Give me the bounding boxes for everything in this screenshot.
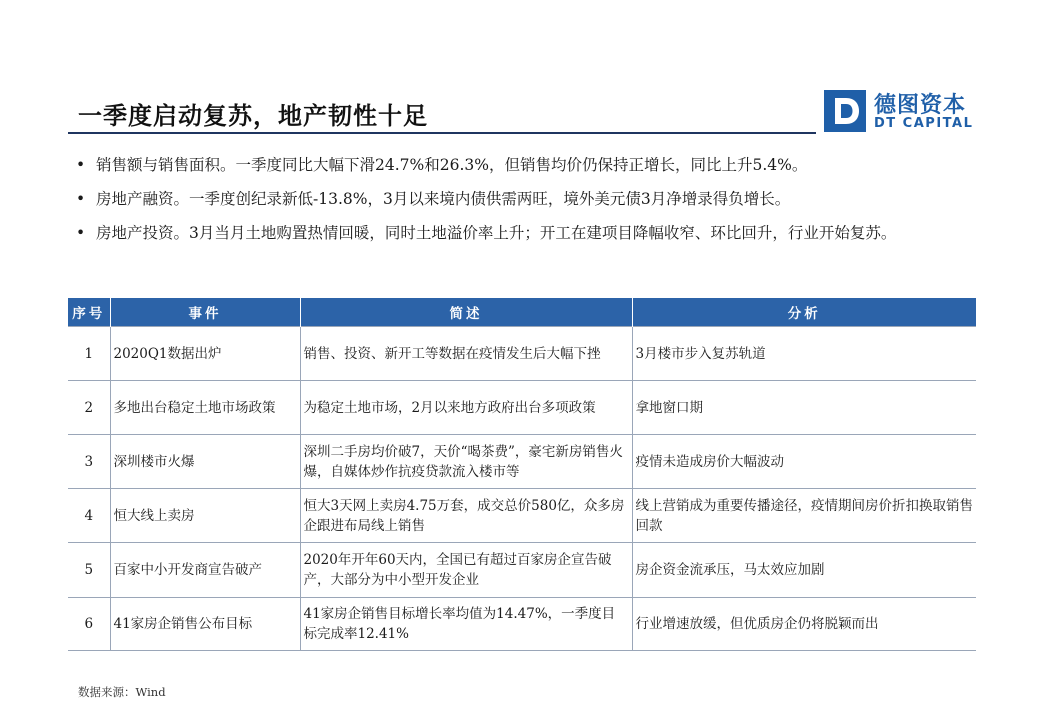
cell-no: 3 <box>68 435 110 489</box>
cell-no: 2 <box>68 381 110 435</box>
bullet-text: 销售额与销售面积。一季度同比大幅下滑24.7%和26.3%，但销售均价仍保持正增长，同比上升5.4%。 <box>96 156 808 174</box>
cell-event: 多地出台稳定土地市场政策 <box>110 381 300 435</box>
bullet-item <box>76 150 976 180</box>
table-row <box>68 543 976 598</box>
bullet-dot-icon: • <box>76 190 86 208</box>
cell-summary: 恒大3天网上卖房4.75万套，成交总价580亿，众多房企跟进布局线上销售 <box>300 489 632 543</box>
logo-name-en: DT CAPITAL <box>874 116 974 131</box>
table-row <box>68 489 976 543</box>
cell-summary: 为稳定土地市场，2月以来地方政府出台多项政策 <box>300 381 632 435</box>
header-summary: 简述 <box>300 298 632 327</box>
table-row <box>68 435 976 489</box>
cell-event: 2020Q1数据出炉 <box>110 327 300 381</box>
cell-summary: 2020年开年60天内，全国已有超过百家房企宣告破产，大部分为中小型开发企业 <box>300 543 632 598</box>
cell-event: 恒大线上卖房 <box>110 489 300 543</box>
table-row <box>68 381 976 435</box>
logo-name-cn: 德图资本 <box>874 93 967 118</box>
cell-no: 6 <box>68 598 110 651</box>
table-row <box>68 598 976 651</box>
bullet-item <box>76 218 976 248</box>
cell-analysis: 房企资金流承压，马太效应加剧 <box>632 543 976 598</box>
cell-event: 深圳楼市火爆 <box>110 435 300 489</box>
page-title: 一季度启动复苏，地产韧性十足 <box>78 101 428 130</box>
bullet-dot-icon: • <box>76 224 86 242</box>
cell-event: 41家房企销售公布目标 <box>110 598 300 651</box>
bullet-text: 房地产投资。3月当月土地购置热情回暖，同时土地溢价率上升；开工在建项目降幅收窄、环比回升，行业开始复苏。 <box>96 224 897 242</box>
header-event: 事件 <box>110 298 300 327</box>
cell-analysis: 线上营销成为重要传播途径，疫情期间房价折扣换取销售回款 <box>632 489 976 543</box>
cell-event: 百家中小开发商宣告破产 <box>110 543 300 598</box>
bullet-list <box>76 150 976 252</box>
cell-analysis: 行业增速放缓，但优质房企仍将脱颖而出 <box>632 598 976 651</box>
header-no: 序号 <box>68 298 110 327</box>
cell-analysis: 疫情未造成房价大幅波动 <box>632 435 976 489</box>
company-logo <box>824 88 976 134</box>
header-analysis: 分析 <box>632 298 976 327</box>
events-table <box>68 298 976 651</box>
bullet-item <box>76 184 976 214</box>
table-row <box>68 327 976 381</box>
cell-summary: 深圳二手房均价破7，天价“喝茶费”，豪宅新房销售火爆，自媒体炒作抗疫贷款流入楼市等 <box>300 435 632 489</box>
bullet-text: 房地产融资。一季度创纪录新低-13.8%，3月以来境内债供需两旺，境外美元债3月净增录得负增长。 <box>96 190 791 208</box>
cell-analysis: 3月楼市步入复苏轨道 <box>632 327 976 381</box>
dt-logo-icon <box>824 90 866 132</box>
bullet-dot-icon: • <box>76 156 86 174</box>
data-source-note: 数据来源：Wind <box>78 685 166 699</box>
table-header-row <box>68 298 976 327</box>
cell-summary: 销售、投资、新开工等数据在疫情发生后大幅下挫 <box>300 327 632 381</box>
cell-summary: 41家房企销售目标增长率均值为14.47%，一季度目标完成率12.41% <box>300 598 632 651</box>
cell-no: 5 <box>68 543 110 598</box>
cell-analysis: 拿地窗口期 <box>632 381 976 435</box>
cell-no: 4 <box>68 489 110 543</box>
title-divider <box>68 132 816 134</box>
cell-no: 1 <box>68 327 110 381</box>
